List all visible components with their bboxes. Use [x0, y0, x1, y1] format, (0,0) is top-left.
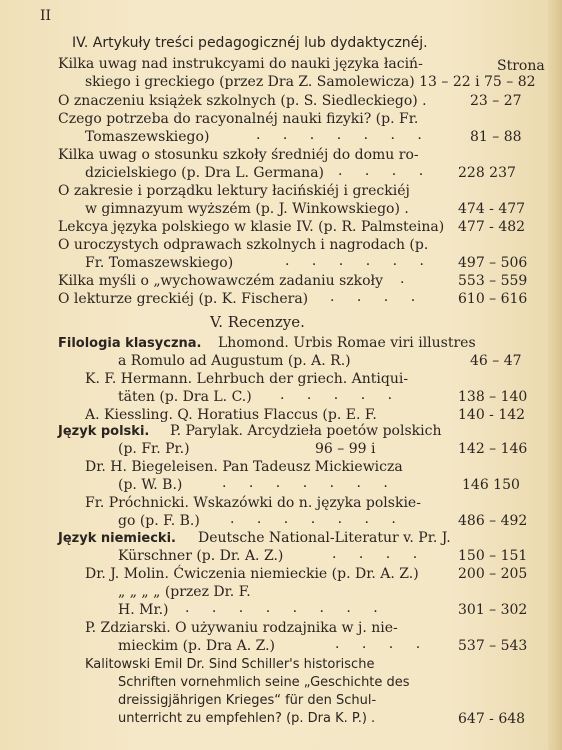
- mid-pages: 96 – 99 i: [315, 441, 376, 457]
- section-iv-title: IV. Artykuły treści pedagogicznéj lub dydaktycznéj.: [72, 35, 428, 51]
- entry-line: Kilka uwag nad instrukcyami do nauki języka łaciń-: [58, 56, 423, 72]
- entry-pages: 146 150: [462, 477, 520, 493]
- entry-line: Kilka uwag o stosunku szkoły średniéj do domu ro-: [58, 147, 419, 163]
- entry-line: Kalitowski Emil Dr. Sind Schiller's historische: [85, 657, 375, 672]
- entry-line: Schriften vornehmlich seine „Geschichte des: [118, 675, 410, 690]
- entry-pages: 610 – 616: [458, 291, 528, 307]
- entry-pages: 81 – 88: [470, 129, 522, 145]
- entry-line: dzicielskiego (p. Dra L. Germana): [85, 165, 325, 181]
- leader-dots: . . . . . . . .: [185, 600, 387, 616]
- entry-pages: 228 237: [458, 165, 516, 181]
- entry-pages: 553 – 559: [458, 273, 528, 289]
- entry-line: „ „ „ „ (przez Dr. F.: [118, 584, 251, 600]
- entry-line: (p. W. B.): [118, 477, 183, 493]
- entry-line: O zakresie i porządku lektury łacińskiéj i greckiéj: [58, 183, 410, 199]
- leader-dots: . . . . . . .: [256, 127, 431, 143]
- entry-pages: 150 – 151: [458, 548, 528, 564]
- entry-line: dreissigjährigen Krieges“ für den Schul-: [118, 693, 377, 708]
- leader-dots: . . . . . . .: [222, 475, 397, 491]
- entry-pages: 497 – 506: [458, 255, 528, 271]
- entry-pages: 200 – 205: [458, 566, 528, 582]
- strona-label: Strona: [497, 58, 545, 74]
- page-number: II: [40, 8, 52, 24]
- leader-dots: .: [400, 271, 414, 287]
- entry-line: unterricht zu empfehlen? (p. Dra K. P.) .: [118, 711, 376, 726]
- entry-pages: 486 – 492: [458, 513, 528, 529]
- entry-pages: 477 - 482: [458, 219, 526, 235]
- leader-dots: . . . .: [332, 546, 427, 562]
- entry-line: P. Parylak. Arcydzieła poetów polskich: [170, 423, 442, 439]
- entry-line: skiego i greckiego (przez Dra Z. Samolewicza) 13 – 22 i 75 – 82: [85, 74, 536, 90]
- entry-line: Fr. Próchnicki. Wskazówki do n. języka polskie-: [85, 495, 421, 511]
- leader-dots: . . . .: [335, 636, 430, 652]
- leader-dots: . . . .: [330, 289, 425, 305]
- entry-line: Tomaszewskiego): [85, 129, 210, 145]
- entry-line: Lhomond. Urbis Romae viri illustres: [218, 335, 476, 351]
- entry-line: K. F. Hermann. Lehrbuch der griech. Antiqui-: [85, 371, 409, 387]
- entry-pages: 647 - 648: [458, 711, 526, 727]
- leader-dots: . . . .: [338, 163, 433, 179]
- entry-line: O znaczeniu książek szkolnych (p. S. Siedleckiego) .: [58, 93, 427, 109]
- entry-line: w gimnazyum wyższém (p. J. Winkowskiego) .: [85, 201, 409, 217]
- entry-pages: 140 - 142: [458, 407, 526, 423]
- entry-line: H. Mr.): [118, 602, 169, 618]
- entry-line: Kürschner (p. Dr. A. Z.): [118, 548, 284, 564]
- entry-line: Dr. J. Molin. Ćwiczenia niemieckie (p. Dr. A. Z.): [85, 566, 419, 582]
- page-edge: [548, 0, 562, 750]
- entry-line: O lekturze greckiéj (p. K. Fischera): [58, 291, 309, 307]
- entry-line: O uroczystych odprawach szkolnych i nagrodach (p.: [58, 237, 429, 253]
- entry-line: Kilka myśli o „wychowawczém zadaniu szkoły: [58, 273, 383, 289]
- entry-line: go (p. F. B.): [118, 513, 200, 529]
- entry-pages: 46 – 47: [470, 353, 522, 369]
- group-heading: Język niemiecki.: [58, 531, 176, 546]
- group-heading: Filologia klasyczna.: [58, 336, 202, 351]
- entry-pages: 23 – 27: [470, 93, 522, 109]
- entry-line: P. Zdziarski. O używaniu rodzajnika w j. nie-: [85, 620, 398, 636]
- entry-line: Deutsche National-Literatur v. Pr. J.: [198, 530, 451, 546]
- entry-line: (p. Fr. Pr.): [118, 441, 190, 457]
- entry-line: Lekcya języka polskiego w klasie IV. (p. R. Palmsteina): [58, 219, 445, 235]
- entry-line: a Romulo ad Augustum (p. A. R.): [118, 353, 351, 369]
- entry-pages: 537 – 543: [458, 638, 528, 654]
- entry-pages: 138 – 140: [458, 389, 528, 405]
- leader-dots: . . . . .: [280, 387, 402, 403]
- entry-line: A. Kiessling. Q. Horatius Flaccus (p. E. F.: [85, 407, 377, 423]
- entry-pages: 474 - 477: [458, 201, 526, 217]
- entry-pages: 301 – 302: [458, 602, 528, 618]
- entry-line: mieckim (p. Dra A. Z.): [118, 638, 276, 654]
- group-heading: Język polski.: [58, 424, 150, 439]
- entry-line: täten (p. Dra L. C.): [118, 389, 252, 405]
- leader-dots: . . . . . . .: [230, 511, 405, 527]
- entry-line: Dr. H. Biegeleisen. Pan Tadeusz Mickiewicza: [85, 459, 403, 475]
- section-v-title: V. Recenzye.: [210, 313, 305, 331]
- entry-line: Czego potrzeba do racyonalnéj nauki fizyki? (p. Fr.: [58, 111, 419, 127]
- entry-pages: 142 – 146: [458, 441, 528, 457]
- leader-dots: . . . . . .: [285, 253, 433, 269]
- entry-line: Fr. Tomaszewskiego): [85, 255, 234, 271]
